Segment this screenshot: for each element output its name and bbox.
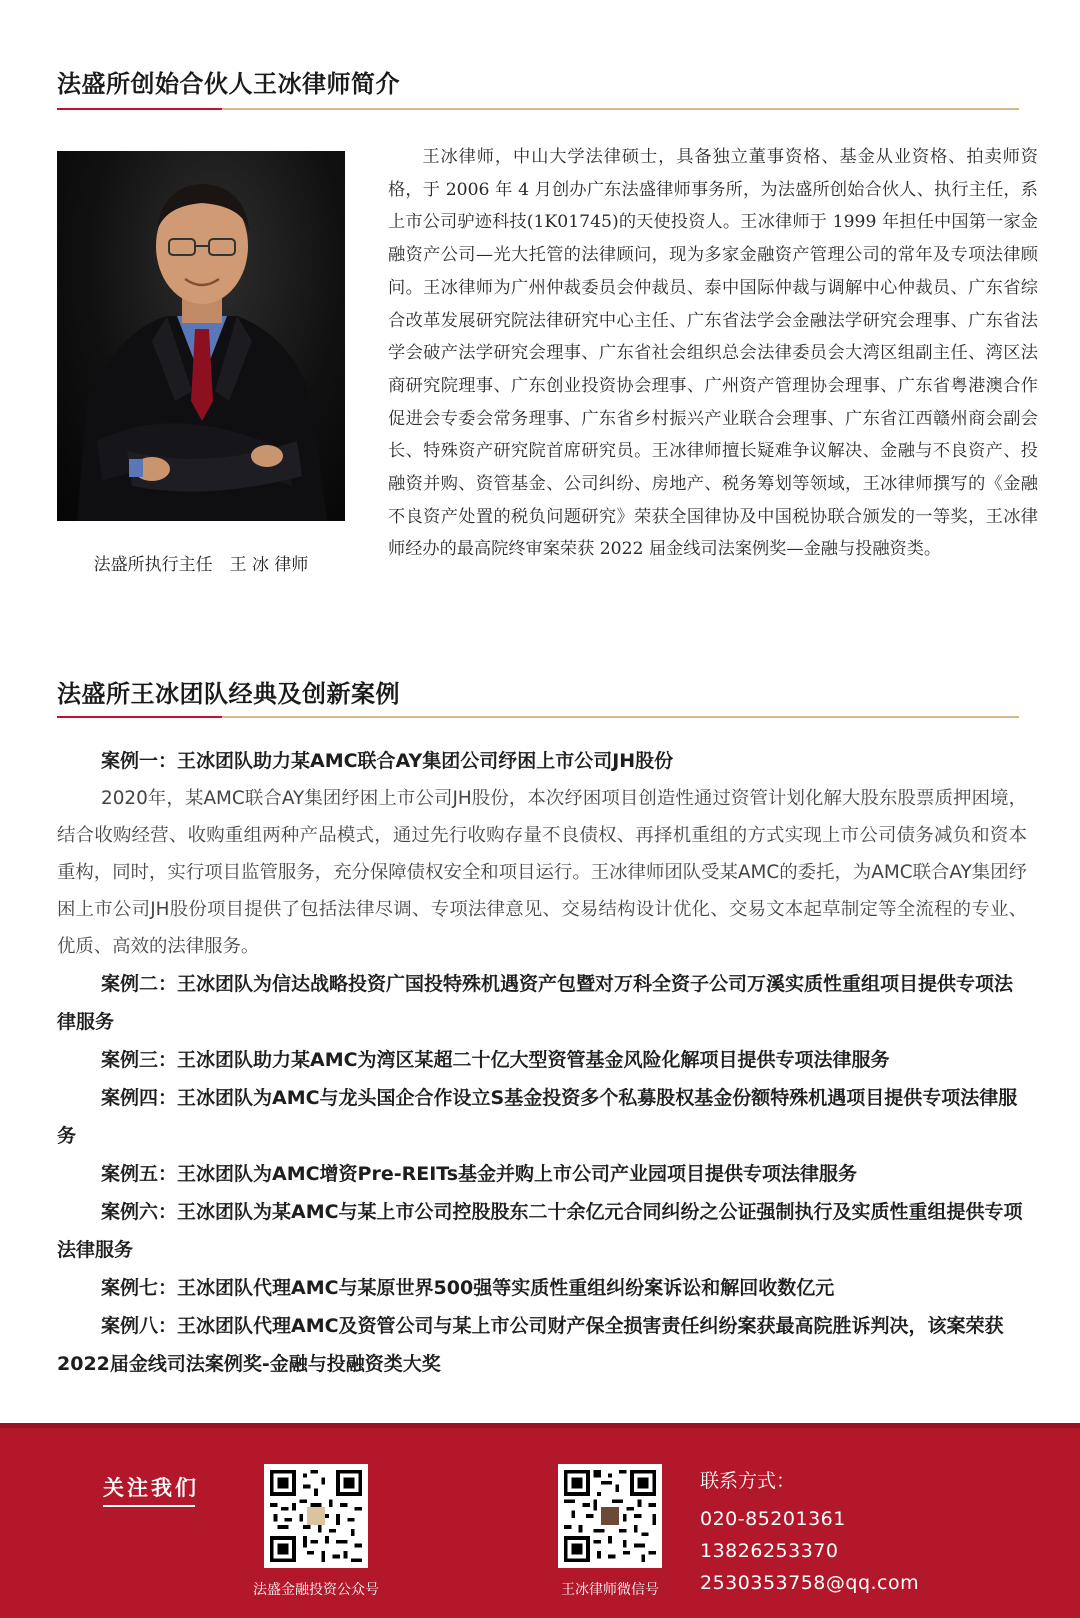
- case-title: 案例八：王冰团队代理AMC及资管公司与某上市公司财产保全损害责任纠纷案获最高院胜诉判决，该案荣获2022届金线司法案例奖-金融与投融资类大奖: [57, 1315, 1004, 1375]
- qr-code-icon[interactable]: [264, 1464, 368, 1568]
- case-title: 案例二：王冰团队为信达战略投资广国投特殊机遇资产包暨对万科全资子公司万溪实质性重组项目提供专项法律服务: [57, 973, 1014, 1033]
- lawyer-portrait-photo: [57, 151, 345, 521]
- qr2-label: 王冰律师微信号: [561, 1582, 659, 1598]
- phone-2[interactable]: 13826253370: [700, 1540, 839, 1562]
- contact-info: [700, 1466, 919, 1599]
- divider-profile: [57, 108, 1019, 110]
- bio-paragraph: 王冰律师，中山大学法律硕士，具备独立董事资格、基金从业资格、拍卖师资格，于 2006 年 4 月创办广东法盛律师事务所，为法盛所创始合伙人、执行主任，系上市公司驴迹科技(1K01745)的天使投资人。王冰律师于 1999 年担任中国第一家金融资产公司—光大托管的法律顾问，现为多家金融资产管理公司的常年及专项法律顾问。王冰律师为广州仲裁委员会仲裁员、泰中国际仲裁与调解中心仲裁员、广东省综合改革发展研究院法律研究中心主任、广东省法学会金融法学研究会理事、广东省法学会破产法学研究会理事、广东省社会组织总会法律委员会大湾区组副主任、湾区法商研究院理事、广东创业投资协会理事、广州资产管理协会理事、广东省粤港澳合作促进会专委会常务理事、广东省乡村振兴产业联合会理事、广东省江西赣州商会副会长、特殊资产研究院首席研究员。王冰律师擅长疑难争议解决、金融与不良资产、投融资并购、资管基金、公司纠纷、房地产、税务筹划等领域，王冰律师撰写的《金融不良资产处置的税负问题研究》荣获全国律协及中国税协联合颁发的一等奖，王冰律师经办的最高院终审案荣获 2022 届金线司法案例奖—金融与投融资类。: [388, 147, 1038, 560]
- section-title-profile: 法盛所创始合伙人王冰律师简介: [57, 70, 400, 98]
- phone-1[interactable]: 020-85201361: [700, 1508, 846, 1530]
- case-title: 案例六：王冰团队为某AMC与某上市公司控股股东二十余亿元合同纠纷之公证强制执行及实质性重组提供专项法律服务: [57, 1201, 1023, 1261]
- divider-cases: [57, 716, 1019, 718]
- qr1-label: 法盛金融投资公众号: [253, 1582, 379, 1598]
- case-title: 案例七：王冰团队代理AMC与某原世界500强等实质性重组纠纷案诉讼和解回收数亿元: [101, 1277, 835, 1299]
- contact-title: 联系方式：: [700, 1470, 796, 1492]
- case-title: 案例四：王冰团队为AMC与龙头国企合作设立S基金投资多个私募股权基金份额特殊机遇项目提供专项法律服务: [57, 1087, 1018, 1147]
- qr-code-icon[interactable]: [558, 1464, 662, 1568]
- follow-underline: [103, 1505, 195, 1507]
- case-body: 2020年，某AMC联合AY集团纾困上市公司JH股份，本次纾困项目创造性通过资管计划化解大股东股票质押困境，结合收购经营、收购重组两种产品模式，通过先行收购存量不良债权、再择机重组的方式实现上市公司债务减负和资本重构，同时，实行项目监管服务，充分保障债权安全和项目运行。王冰律师团队受某AMC的委托，为AMC联合AY集团纾困上市公司JH股份项目提供了包括法律尽调、专项法律意见、交易结构设计优化、交易文本起草制定等全流程的专业、优质、高效的法律服务。: [57, 788, 1027, 957]
- email-address[interactable]: 2530353758@qq.com: [700, 1572, 920, 1594]
- case-list: [57, 742, 1027, 1383]
- portrait-caption: 法盛所执行主任 王 冰 律师: [93, 555, 309, 575]
- footer-banner: [0, 1423, 1080, 1618]
- case-title: 案例三：王冰团队助力某AMC为湾区某超二十亿大型资管基金风险化解项目提供专项法律服务: [101, 1049, 890, 1071]
- section-title-cases: 法盛所王冰团队经典及创新案例: [57, 680, 400, 708]
- case-title: 案例一：王冰团队助力某AMC联合AY集团公司纾困上市公司JH股份: [101, 750, 674, 772]
- case-title: 案例五：王冰团队为AMC增资Pre-REITs基金并购上市公司产业园项目提供专项法律服务: [101, 1163, 858, 1185]
- follow-us-label: 关注我们: [103, 1476, 199, 1500]
